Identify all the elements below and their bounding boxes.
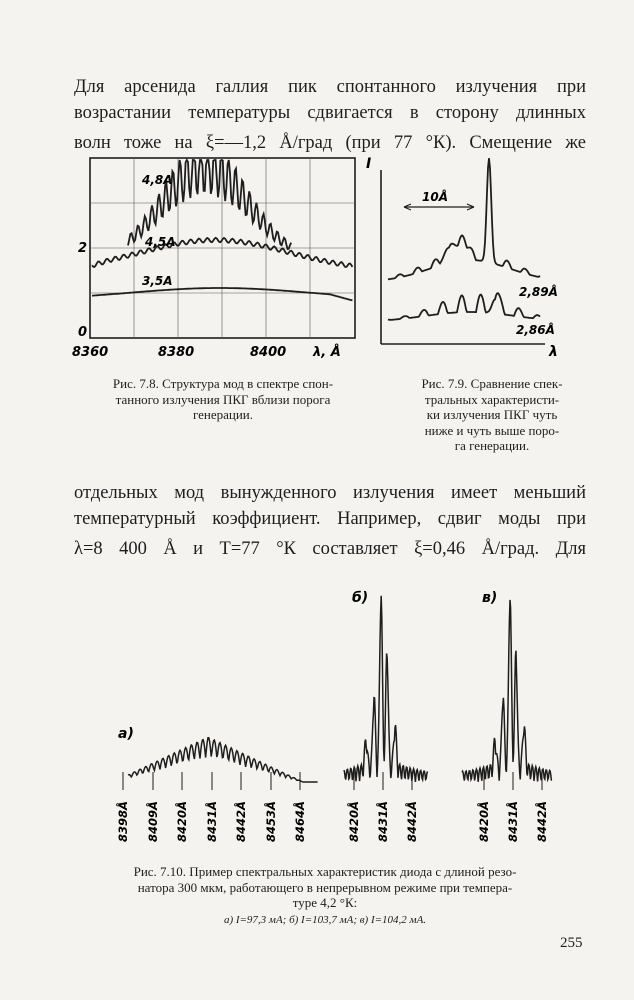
text-line: Для арсенида галлия пик спонтанного излучения при [74,77,586,97]
x-tick-8400: 8400 [250,345,287,360]
tick-label-a-1: 8409Å [146,801,160,842]
figure-7-8 [72,158,355,360]
spectrum-b [344,596,427,782]
tick-label-a-4: 8442Å [234,801,248,842]
caption-fig-7-10 [60,864,590,928]
text-line: температурный коэффициент. Например, сдвиг моды при [74,509,586,529]
tick-label-b-1: 8431Å [376,801,390,842]
x-axis-label: λ [549,344,558,360]
x-axis-label: λ, Å [313,345,341,360]
curve-label-4-5a: 4,5A [145,235,176,249]
x-tick-8360: 8360 [72,345,109,360]
caption-line: ки излучения ПКГ чуть [426,407,558,422]
curve-label-4-8a: 4,8A [142,173,173,187]
caption-line: га генерации. [454,438,530,453]
figure-7-9 [366,156,558,360]
text-line: возрастании температуры сдвигается в сторону длинных [74,103,586,123]
caption-line: Рис. 7.10. Пример спектральных характеристик диода с длиной резо- [133,864,517,879]
tick-label-b-2: 8442Å [405,801,419,842]
tick-label-c-2: 8442Å [535,801,549,842]
caption-line: туре 4,2 °К: [292,895,358,910]
caption-line: ниже и чуть выше поро- [424,422,560,438]
caption-line: генерации. [192,407,254,422]
spectrum-c [462,600,551,782]
caption-fig-7-9 [392,376,592,454]
caption-line: Рис. 7.9. Сравнение спек- [421,376,563,391]
curve-label-2-86: 2,86Å [516,323,555,337]
caption-line: натора 300 мкм, работающего в непрерывном режиме при темпера- [137,879,513,895]
page-number: 255 [560,935,583,951]
tick-label-a-0: 8398Å [116,801,130,842]
panel-label-c: в) [482,590,498,606]
tick-label-a-6: 8464Å [293,801,307,842]
curve-label-2-89: 2,89Å [519,285,558,299]
caption-fig-7-8 [78,376,368,423]
caption-line: тральных характеристи- [424,391,560,407]
panel-label-a: а) [118,726,134,742]
grid [90,158,355,338]
caption-sub: а) I=97,3 мА; б) I=103,7 мА; в) I=104,2 мА. [223,913,427,926]
curve-2-86 [388,293,540,320]
tick-label-c-1: 8431Å [506,801,520,842]
tick-label-a-2: 8420Å [175,801,189,842]
tick-label-a-3: 8431Å [205,801,219,842]
spectrum-a [128,738,318,782]
scale-label: 10Å [422,190,448,204]
text-line: волн тоже на ξ=—1,2 Å/град (при 77 °К). Смещение же [74,133,586,153]
tick-label-b-0: 8420Å [347,801,361,842]
text-line: λ=8 400 Å и T=77 °К составляет ξ=0,46 Å/град. Для [74,539,586,559]
caption-line: Рис. 7.8. Структура мод в спектре спон- [112,376,334,391]
y-tick-0: 0 [78,325,88,340]
tick-label-a-5: 8453Å [264,801,278,842]
panel-label-b: б) [352,590,369,606]
y-tick-2: 2 [78,241,88,256]
curve-label-3-5a: 3,5A [142,274,173,288]
y-axis-label: I [366,156,372,172]
figure-7-10 [115,590,551,842]
tick-labels [115,801,549,842]
curve-2-89 [388,158,540,279]
caption-line: танного излучения ПКГ вблизи порога [115,391,331,407]
x-tick-8380: 8380 [158,345,195,360]
tick-label-c-0: 8420Å [477,801,491,842]
text-line: отдельных мод вынужденного излучения имеет меньший [74,483,586,503]
